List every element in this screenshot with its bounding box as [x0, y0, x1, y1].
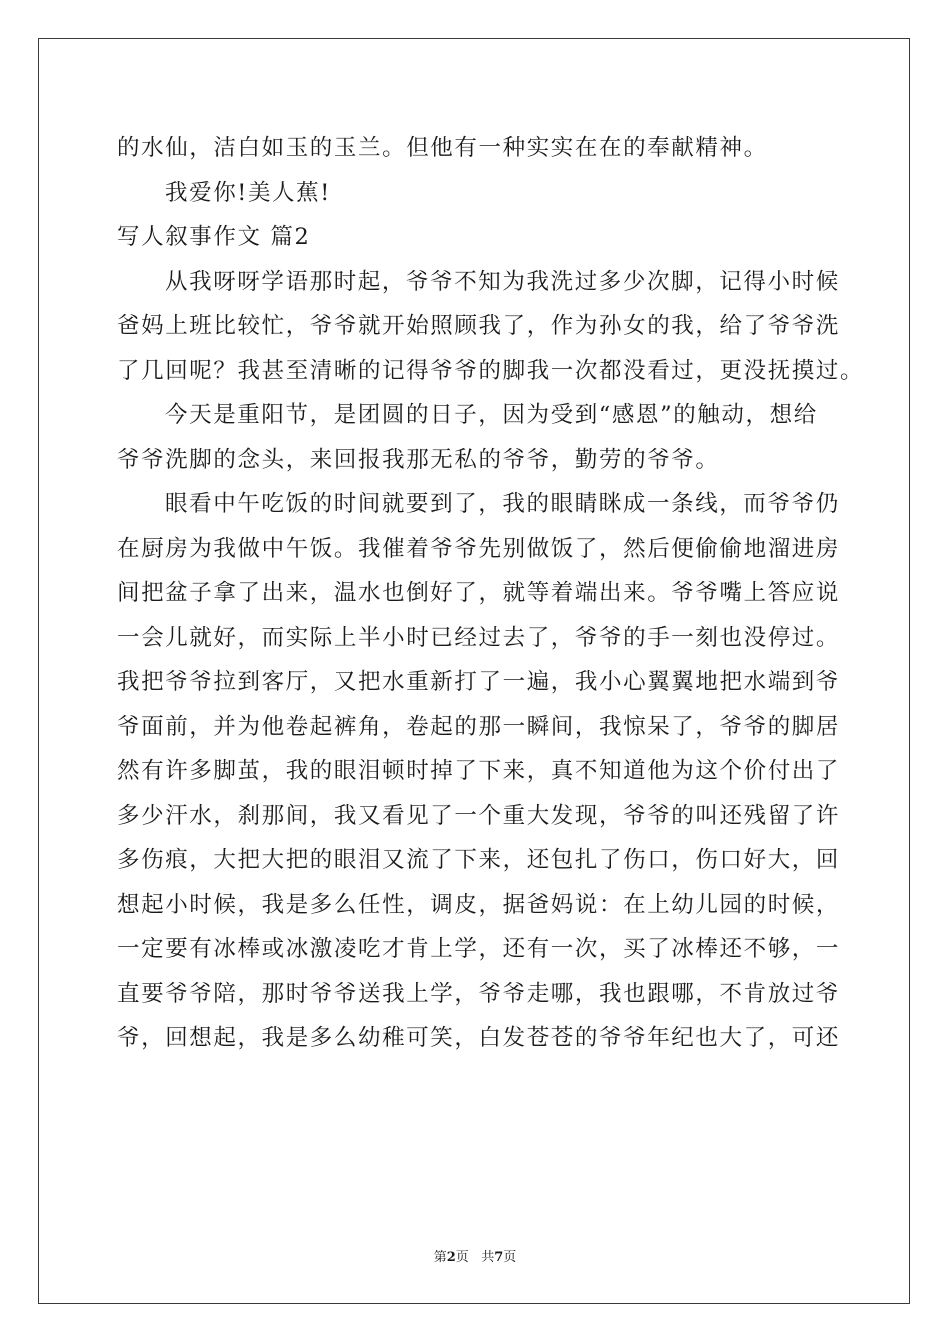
- text-line: 爷，回想起，我是多么幼稚可笑，白发苍苍的爷爷年纪也大了，可还: [117, 1025, 841, 1051]
- text-line: 我把爷爷拉到客厅，又把水重新打了一遍，我小心翼翼地把水端到爷: [117, 669, 841, 695]
- text-line: 想起小时候，我是多么任性，调皮，据爸妈说：在上幼儿园的时候，: [117, 891, 841, 918]
- text-line: 多少汗水，刹那间，我又看见了一个重大发现，爷爷的叫还残留了许: [117, 802, 841, 829]
- footer-page-prefix: 第: [433, 1250, 447, 1265]
- footer-page-total: 7: [494, 1250, 504, 1265]
- text-line: 从我呀呀学语那时起，爷爷不知为我洗过多少次脚，记得小时候: [165, 268, 840, 295]
- text-line: 写人叙事作文 篇2: [117, 224, 311, 250]
- text-line: 一会儿就好，而实际上半小时已经过去了，爷爷的手一刻也没停过。: [117, 624, 841, 651]
- footer-page-mid: 页 共: [455, 1250, 495, 1265]
- text-line: 在厨房为我做中午饭。我催着爷爷先别做饭了，然后便偷偷地溜进房: [117, 535, 841, 562]
- text-line: 间把盆子拿了出来，温水也倒好了，就等着端出来。爷爷嘴上答应说: [117, 580, 841, 606]
- text-line: 了几回呢？我甚至清晰的记得爷爷的脚我一次都没看过，更没抚摸过。: [117, 357, 865, 384]
- text-line: 爷面前，并为他卷起裤角，卷起的那一瞬间，我惊呆了，爷爷的脚居: [117, 713, 841, 740]
- text-line: 然有许多脚茧，我的眼泪顿时掉了下来，真不知道他为这个价付出了: [117, 758, 841, 784]
- footer-page-suffix: 页: [503, 1250, 517, 1265]
- text-line: 直要爷爷陪，那时爷爷送我上学，爷爷走哪，我也跟哪，不肯放过爷: [117, 980, 841, 1007]
- text-line: 爸妈上班比较忙，爷爷就开始照顾我了，作为孙女的我，给了爷爷洗: [117, 313, 841, 339]
- text-line: 眼看中午吃饭的时间就要到了，我的眼睛眯成一条线，而爷爷仍: [165, 491, 840, 517]
- text-line: 我爱你!美人蕉!: [165, 179, 331, 206]
- text-line: 爷爷洗脚的念头，来回报我那无私的爷爷，勤劳的爷爷。: [117, 446, 720, 473]
- footer-page-current: 2: [446, 1250, 456, 1265]
- document-body: [117, 126, 865, 1061]
- text-line: 多伤痕，大把大把的眼泪又流了下来，还包扎了伤口，伤口好大，回: [117, 847, 841, 873]
- page-footer: [0, 1246, 950, 1265]
- text-line: 一定要有冰棒或冰激凌吃才肯上学，还有一次，买了冰棒还不够，一: [117, 936, 841, 962]
- text-line: 的水仙，洁白如玉的玉兰。但他有一种实实在在的奉献精神。: [117, 135, 768, 161]
- text-line: 今天是重阳节，是团圆的日子，因为受到“感恩”的触动，想给: [165, 402, 818, 428]
